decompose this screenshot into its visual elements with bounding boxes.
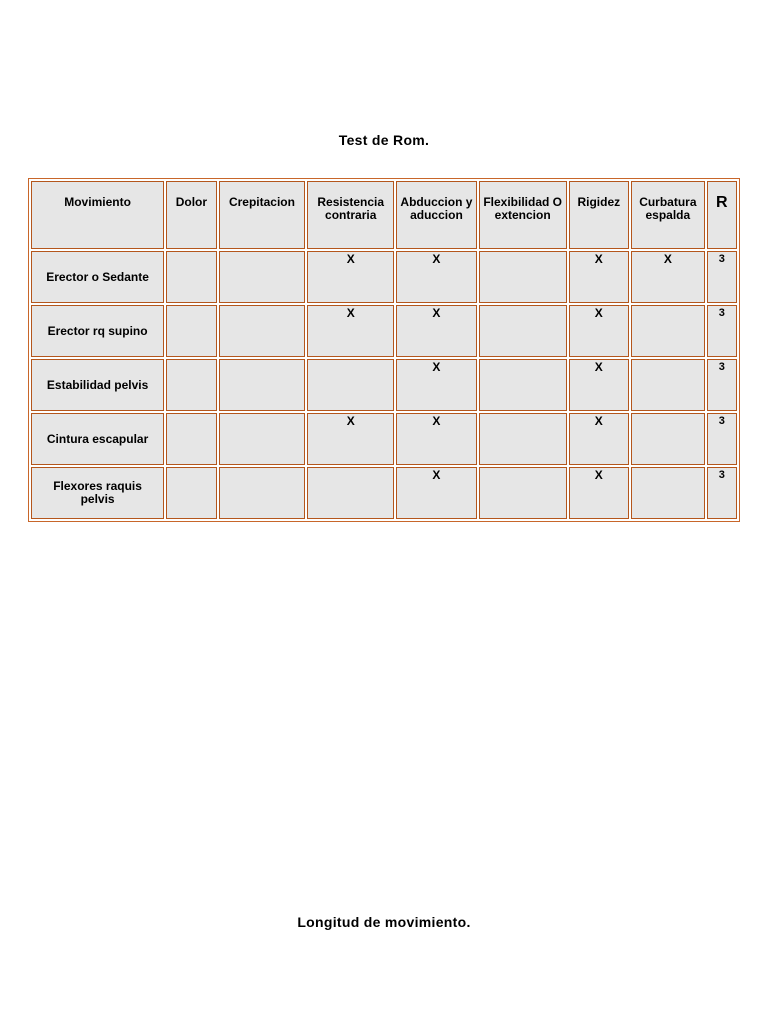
cell-resistencia: X xyxy=(307,251,394,303)
header-rigidez: Rigidez xyxy=(569,181,630,249)
cell-abduccion: X xyxy=(396,467,477,519)
cell-flexibilidad xyxy=(479,305,567,357)
cell-abduccion: X xyxy=(396,413,477,465)
cell-r: 3 xyxy=(707,305,737,357)
document-footer-heading: Longitud de movimiento. xyxy=(297,914,471,930)
row-label: Estabilidad pelvis xyxy=(31,359,164,411)
header-curbatura-espalda: Curbatura espalda xyxy=(631,181,705,249)
row-label: Erector rq supino xyxy=(31,305,164,357)
cell-flexibilidad xyxy=(479,359,567,411)
cell-r: 3 xyxy=(707,251,737,303)
cell-r: 3 xyxy=(707,467,737,519)
table-row xyxy=(31,413,737,465)
document-title: Test de Rom. xyxy=(338,132,430,148)
header-crepitacion: Crepitacion xyxy=(219,181,306,249)
header-flexibilidad-extencion: Flexibilidad O extencion xyxy=(479,181,567,249)
table-row xyxy=(31,251,737,303)
cell-abduccion: X xyxy=(396,251,477,303)
cell-r: 3 xyxy=(707,413,737,465)
cell-abduccion: X xyxy=(396,359,477,411)
rom-test-table xyxy=(28,178,740,522)
cell-flexibilidad xyxy=(479,467,567,519)
cell-rigidez: X xyxy=(569,359,630,411)
cell-curbatura: X xyxy=(631,251,705,303)
cell-curbatura xyxy=(631,467,705,519)
cell-flexibilidad xyxy=(479,251,567,303)
cell-dolor xyxy=(166,467,216,519)
cell-crepitacion xyxy=(219,359,306,411)
row-label: Cintura escapular xyxy=(31,413,164,465)
cell-abduccion: X xyxy=(396,305,477,357)
cell-dolor xyxy=(166,251,216,303)
table-row xyxy=(31,305,737,357)
cell-dolor xyxy=(166,305,216,357)
header-movimiento: Movimiento xyxy=(31,181,164,249)
row-label: Erector o Sedante xyxy=(31,251,164,303)
table-row xyxy=(31,359,737,411)
header-abduccion-aduccion: Abduccion y aduccion xyxy=(396,181,477,249)
cell-crepitacion xyxy=(219,467,306,519)
cell-resistencia: X xyxy=(307,413,394,465)
cell-crepitacion xyxy=(219,305,306,357)
cell-resistencia xyxy=(307,359,394,411)
cell-resistencia xyxy=(307,467,394,519)
cell-flexibilidad xyxy=(479,413,567,465)
table-row xyxy=(31,467,737,519)
cell-rigidez: X xyxy=(569,251,630,303)
cell-rigidez: X xyxy=(569,467,630,519)
row-label: Flexores raquis pelvis xyxy=(31,467,164,519)
cell-dolor xyxy=(166,413,216,465)
cell-resistencia: X xyxy=(307,305,394,357)
cell-curbatura xyxy=(631,413,705,465)
cell-curbatura xyxy=(631,359,705,411)
header-r: R xyxy=(707,181,737,249)
cell-curbatura xyxy=(631,305,705,357)
table-header-row xyxy=(31,181,737,249)
cell-rigidez: X xyxy=(569,413,630,465)
cell-crepitacion xyxy=(219,413,306,465)
cell-r: 3 xyxy=(707,359,737,411)
header-dolor: Dolor xyxy=(166,181,216,249)
cell-rigidez: X xyxy=(569,305,630,357)
cell-dolor xyxy=(166,359,216,411)
cell-crepitacion xyxy=(219,251,306,303)
header-resistencia-contraria: Resistencia contraria xyxy=(307,181,394,249)
